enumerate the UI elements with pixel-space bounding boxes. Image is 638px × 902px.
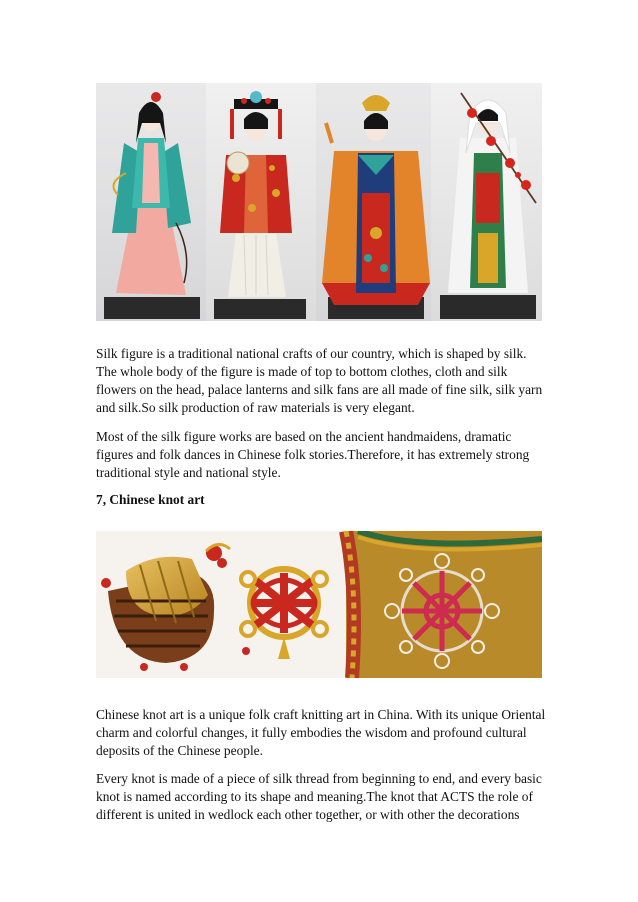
section-heading: 7, Chinese knot art	[96, 492, 205, 507]
paragraph-knot-making: Every knot is made of a piece of silk thread from beginning to end, and every basic knot is named according to its shape and meaning.The knot that ACTS the role of different is united in wedlock each other together, or with other the decorations	[96, 771, 542, 822]
paragraph-silk-figure-style: Most of the silk figure works are based on the ancient handmaidens, dramatic figures and folk dances in Chinese folk stories.Therefore, it has extremely strong traditional style and national style.	[96, 429, 530, 480]
paragraph-silk-figure-intro: Silk figure is a traditional national crafts of our country, which is shaped by silk. The whole body of the figure is made of top to bottom clothes, cloth and silk flowers on the head, palace lanterns and silk fans are all made of fine silk, silk yarn and silk.So silk production of raw materials is very elegant.	[96, 346, 543, 415]
silk-figures-photo	[96, 83, 542, 321]
paragraph-knot-intro: Chinese knot art is a unique folk craft knitting art in China. With its unique Oriental charm and colorful changes, it fully embodies the wisdom and profound cultural deposits of the Chinese people.	[96, 707, 546, 758]
chinese-knots-photo	[96, 531, 542, 678]
